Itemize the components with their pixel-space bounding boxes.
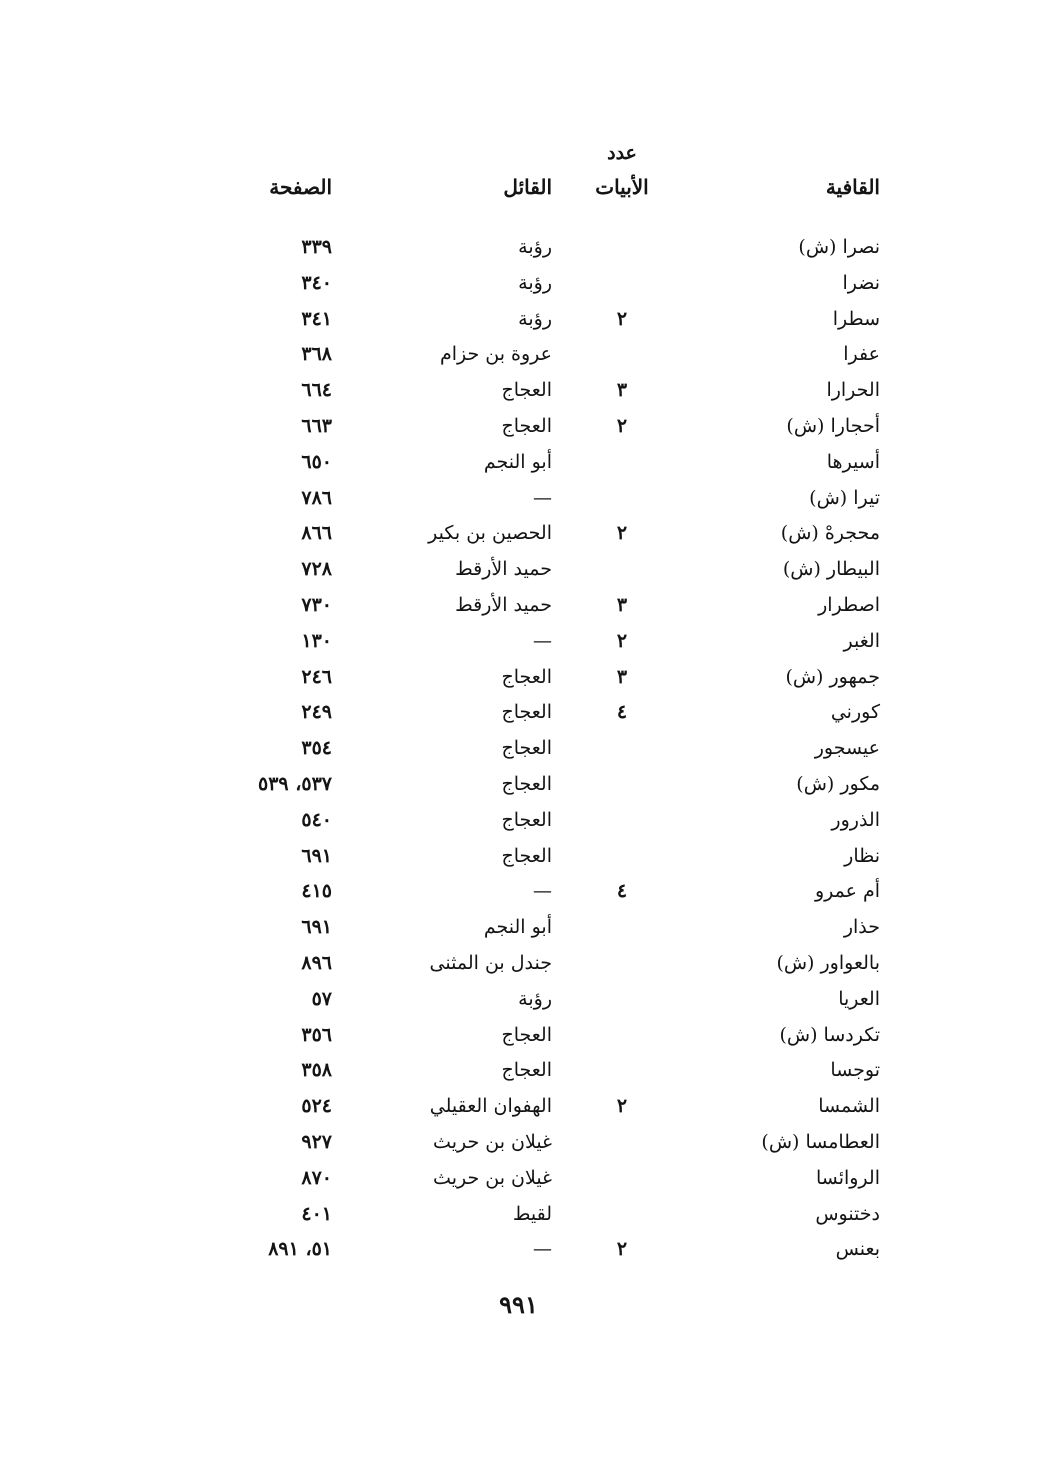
rhyme-cell: العطامسا (ش) [761,1130,880,1153]
verse-count-cell: ٢ [616,414,628,437]
page-ref-cell: ٦٩١ [301,844,332,867]
page-ref-cell: ٥٧ [311,987,332,1010]
table-row [0,1163,1037,1199]
rhyme-cell: العريا [838,987,880,1010]
rhyme-cell: تيرا (ش) [809,486,880,509]
table-row [0,411,1037,447]
poet-cell: — [533,880,552,903]
rhyme-cell: دختنوس [815,1202,880,1225]
poet-cell: رؤبة [518,987,552,1010]
rhyme-cell: توجسا [830,1059,880,1082]
poet-cell: غيلان بن حريث [433,1130,552,1153]
page-ref-cell: ٩٢٧ [301,1130,332,1153]
poet-cell: العجاج [501,379,552,402]
rhyme-cell: الشمسا [818,1095,880,1118]
rhyme-cell: جمهور (ش) [785,665,880,688]
count-column-header: الأبيات [595,175,649,199]
poet-cell: حميد الأرقط [455,593,552,616]
rhyme-cell: نظار [844,844,880,867]
poet-cell: — [533,629,552,652]
table-row [0,375,1037,411]
table-row [0,912,1037,948]
page-ref-cell: ٤٠١ [301,1202,332,1225]
rhyme-cell: نضرا [842,271,880,294]
page-ref-cell: ٨٩٦ [301,951,332,974]
page-ref-cell: ٧٨٦ [301,486,332,509]
rhyme-cell: كورني [830,701,880,724]
rhyme-cell: اصطرار [818,593,880,616]
poet-column-header: القائل [503,175,552,199]
rhyme-cell: أم عمرو [814,880,880,903]
table-row [0,1199,1037,1235]
rhyme-cell: الذرور [831,808,880,831]
verse-count-cell: ٣ [616,593,628,616]
rhyme-cell: أسيرها [826,450,880,473]
page-ref-cell: ٣٣٩ [301,236,332,258]
poet-cell: العجاج [501,844,552,867]
page-ref-cell: ١٣٠ [301,629,332,652]
page-ref-cell: ٦٥٠ [301,450,332,473]
table-row [0,1234,1037,1270]
rhyme-cell: مكور (ش) [796,772,880,795]
page-ref-cell: ٧٣٠ [301,593,332,616]
page-ref-cell: ٣٤٠ [301,271,332,294]
page-ref-cell: ٣٤١ [301,307,332,330]
table-row [0,232,1037,268]
table-row [0,339,1037,375]
page-ref-cell: ٥١، ٨٩١ [268,1238,332,1261]
page-number: ٩٩١ [499,1290,538,1319]
rhyme-cell: الروائسا [815,1166,880,1189]
table-row [0,268,1037,304]
table-row [0,805,1037,841]
table-row [0,304,1037,340]
poet-cell: جندل بن المثنى [429,951,552,974]
verse-count-cell: ٣ [616,665,628,688]
table-row [0,590,1037,626]
page-ref-cell: ٣٥٦ [301,1023,332,1046]
rhyme-cell: أحجارا (ش) [786,414,880,437]
page-ref-cell: ٨٦٦ [301,522,332,545]
rhyme-cell: عيسجور [814,737,880,760]
page-ref-cell: ٥٣٧، ٥٣٩ [258,772,332,795]
page-ref-cell: ٣٦٨ [301,343,332,366]
poet-cell: عروة بن حزام [439,343,552,366]
table-row [0,518,1037,554]
poet-cell: العجاج [501,414,552,437]
table-row [0,447,1037,483]
page-ref-cell: ٧٢٨ [301,558,332,581]
verse-count-cell: ٢ [616,1095,628,1118]
page-ref-cell: ٥٢٤ [301,1095,332,1118]
poet-cell: حميد الأرقط [455,558,552,581]
rhyme-cell: البيطار (ش) [782,558,880,581]
verse-count-cell: ٤ [616,880,628,903]
rhyme-cell: محجرهْ (ش) [780,522,880,545]
page-ref-cell: ٨٧٠ [301,1166,332,1189]
page-column-header: الصفحة [269,175,332,199]
table-row [0,1127,1037,1163]
rhyme-cell: بالعواور (ش) [776,951,880,974]
poet-cell: العجاج [501,1059,552,1082]
table-row [0,554,1037,590]
table-row [0,1020,1037,1056]
poet-cell: الحصين بن بكير [428,522,552,545]
count-header-top: عدد [607,142,637,164]
poet-cell: — [533,486,552,509]
table-row [0,483,1037,519]
poet-cell: أبو النجم [483,450,552,473]
poet-cell: — [533,1238,552,1261]
table-row [0,733,1037,769]
verse-count-cell: ٢ [616,522,628,545]
page-ref-cell: ٤١٥ [301,880,332,903]
page-ref-cell: ٣٥٤ [301,737,332,760]
verse-count-cell: ٣ [616,379,628,402]
rhyme-cell: حذار [843,916,880,939]
page-ref-cell: ٥٤٠ [301,808,332,831]
verse-count-cell: ٢ [616,629,628,652]
rhyme-cell: الغبر [843,629,880,652]
table-row [0,948,1037,984]
verse-count-cell: ٢ [616,307,628,330]
poet-cell: العجاج [501,737,552,760]
page-ref-cell: ٢٤٦ [301,665,332,688]
page-ref-cell: ٦٩١ [301,916,332,939]
rhyme-cell: سطرا [832,307,880,330]
poet-cell: رؤبة [518,271,552,294]
table-row [0,697,1037,733]
rhyme-cell: بعنس [835,1238,880,1261]
table-row [0,984,1037,1020]
table-row [0,626,1037,662]
rhyme-cell: نصرا (ش) [798,236,880,258]
rhyme-column-header: القافية [825,175,880,199]
index-table-body [0,232,1037,1270]
table-row [0,769,1037,805]
poet-cell: العجاج [501,772,552,795]
poet-cell: رؤبة [518,307,552,330]
rhyme-cell: تكردسا (ش) [779,1023,880,1046]
poet-cell: العجاج [501,1023,552,1046]
poet-cell: العجاج [501,701,552,724]
rhyme-cell: عفرا [843,343,880,366]
poet-cell: العجاج [501,665,552,688]
poet-cell: غيلان بن حريث [433,1166,552,1189]
poet-cell: لقيط [512,1202,552,1225]
poet-cell: أبو النجم [483,916,552,939]
page-ref-cell: ٦٦٤ [301,379,332,402]
table-header [0,175,1037,209]
page-ref-cell: ٦٦٣ [301,414,332,437]
table-row [0,876,1037,912]
page-ref-cell: ٣٥٨ [301,1059,332,1082]
table-row [0,841,1037,877]
rhyme-cell: الحرارا [826,379,880,402]
poet-cell: الهفوان العقيلي [429,1095,552,1118]
table-row [0,1091,1037,1127]
table-row [0,1055,1037,1091]
verse-count-cell: ٤ [616,701,628,724]
poet-cell: رؤبة [518,236,552,258]
poet-cell: العجاج [501,808,552,831]
page-ref-cell: ٢٤٩ [301,701,332,724]
verse-count-cell: ٢ [616,1238,628,1261]
table-row [0,662,1037,698]
